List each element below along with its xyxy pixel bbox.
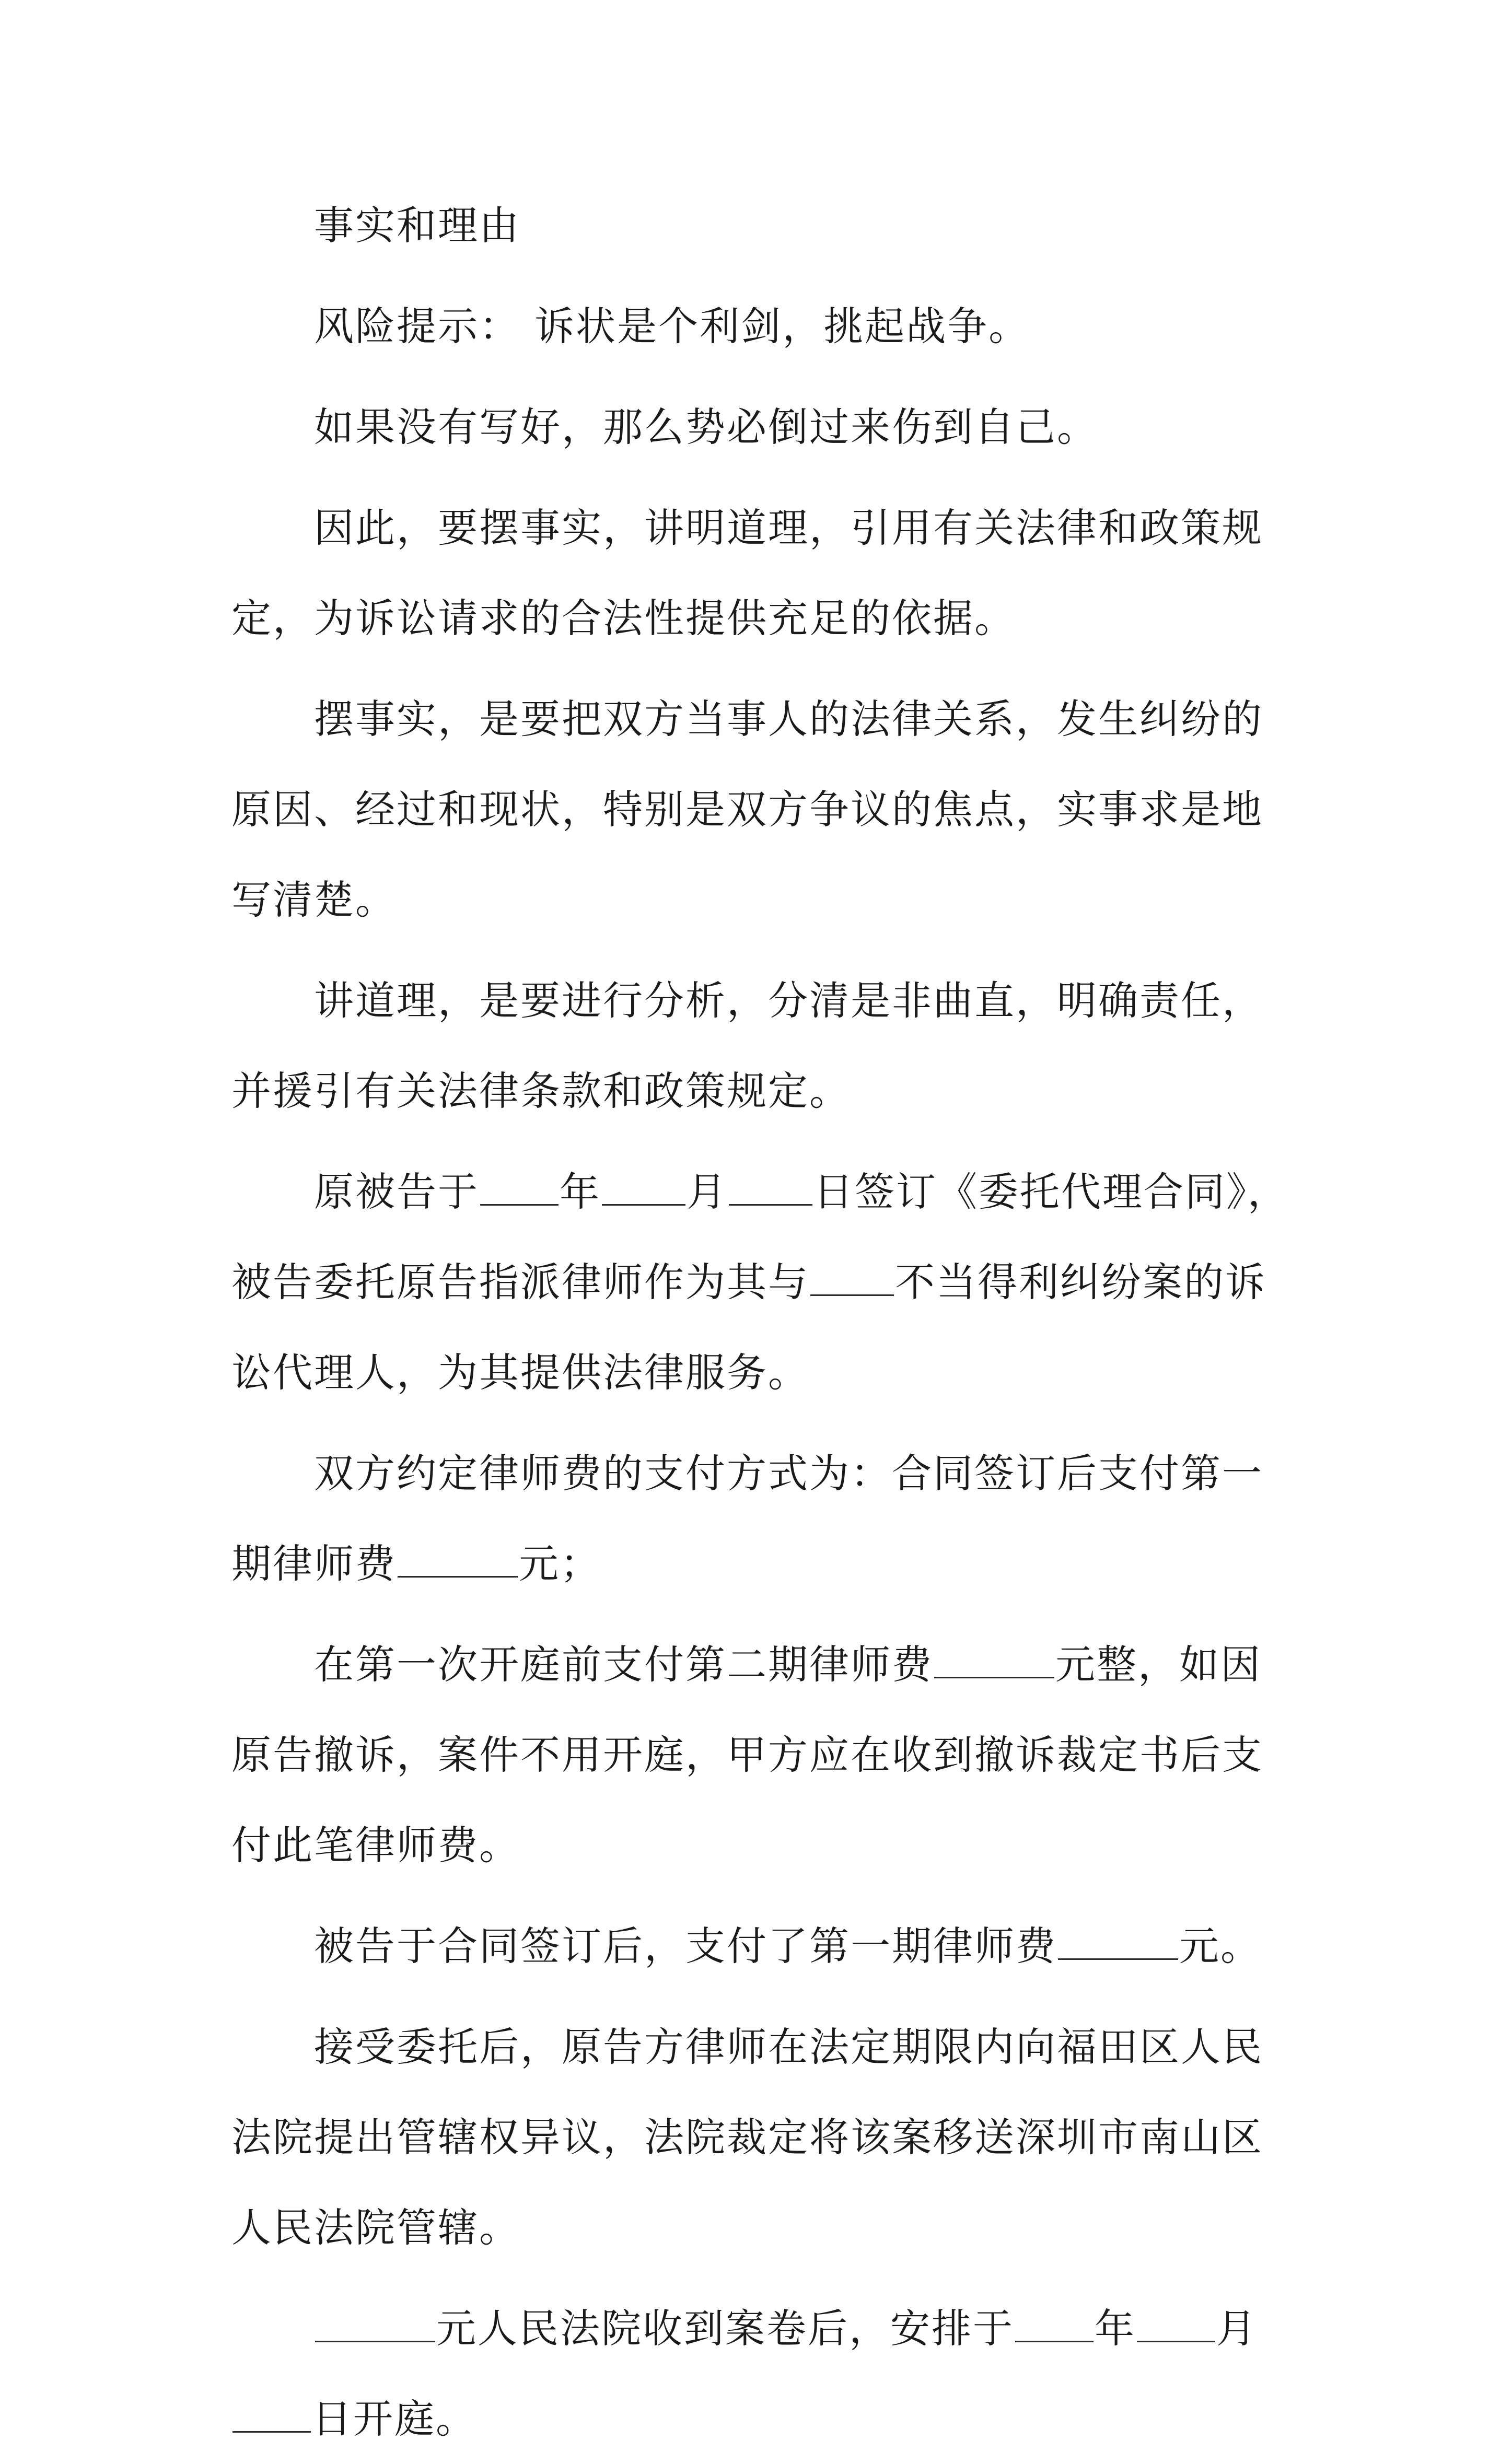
paragraph-text: 月	[687, 1169, 728, 1215]
paragraph-text: 日签订《委托代理合同》，被告委托原告指派律师作为其与	[231, 1169, 1289, 1305]
paragraph-reasoning	[231, 955, 1292, 1136]
paragraph-contract	[231, 1147, 1292, 1418]
paragraph-first-payment	[231, 1901, 1292, 1991]
paragraph-text: 原被告于	[314, 1169, 479, 1215]
fill-blank-amount	[1058, 1922, 1178, 1960]
paragraph-jurisdiction	[231, 2002, 1292, 2273]
fill-blank-year	[480, 1167, 559, 1206]
fill-blank-day	[729, 1167, 812, 1206]
paragraph-text: 年	[560, 1169, 601, 1215]
fill-blank-amount	[934, 1640, 1054, 1678]
fill-blank-year	[1015, 2304, 1094, 2342]
paragraph-text: 摆事实，是要把双方当事人的法律关系，发生纠纷的原因、经过和现状，特别是双方争议的焦点，实事求是地写清楚。	[231, 696, 1263, 923]
paragraph-text: 元人民法院收到案卷后，安排于	[436, 2305, 1014, 2352]
paragraph-text: 日开庭。	[312, 2396, 477, 2442]
paragraph-text: 不当得利纠纷案的诉讼代理人，为其提供法律服务。	[231, 1259, 1266, 1396]
fill-blank-month	[602, 1167, 685, 1206]
paragraph-text: 年	[1095, 2305, 1136, 2352]
paragraph-text: 风险提示： 诉状是个利剑，挑起战争。	[314, 303, 1030, 349]
paragraph-text: 讲道理，是要进行分析，分清是非曲直，明确责任，并援引有关法律条款和政策规定。	[231, 977, 1263, 1114]
paragraph-text: 元；	[519, 1540, 601, 1587]
fill-blank-amount	[398, 1539, 518, 1578]
paragraph-text: 元。	[1179, 1923, 1262, 1969]
paragraph-text: 月	[1216, 2305, 1258, 2352]
paragraph-text: 双方约定律师费的支付方式为：合同签订后支付第一期律师费	[231, 1450, 1263, 1587]
paragraph-hearing	[231, 2283, 1292, 2464]
fill-blank-day	[232, 2395, 311, 2433]
paragraph-text: 在第一次开庭前支付第二期律师费	[314, 1641, 933, 1688]
paragraph-consequence	[231, 382, 1292, 472]
fill-blank-amount	[315, 2304, 435, 2342]
fill-blank-party	[810, 1258, 894, 1296]
fill-blank-month	[1137, 2304, 1215, 2342]
paragraph-text: 如果没有写好，那么势必倒过来伤到自己。	[314, 404, 1098, 450]
heading-text: 事实和理由	[314, 202, 520, 249]
section-heading	[231, 180, 1292, 271]
paragraph-present-facts	[231, 674, 1292, 945]
paragraph-text: 因此，要摆事实，讲明道理，引用有关法律和政策规定，为诉讼请求的合法性提供充足的依据。	[231, 505, 1263, 641]
paragraph-therefore	[231, 483, 1292, 663]
paragraph-text: 接受委托后，原告方律师在法定期限内向福田区人民法院提出管辖权异议，法院裁定将该案移送深圳市南山区人民法院管辖。	[231, 2024, 1263, 2251]
paragraph-text: 被告于合同签订后，支付了第一期律师费	[314, 1923, 1057, 1969]
paragraph-risk-warning	[231, 281, 1292, 371]
document-body	[231, 0, 1292, 2442]
paragraph-fee-agreement	[231, 1428, 1292, 1609]
paragraph-text: 元整，如因原告撤诉，案件不用开庭，甲方应在收到撤诉裁定书后支付此笔律师费。	[231, 1641, 1263, 1869]
paragraph-second-fee	[231, 1619, 1292, 1890]
